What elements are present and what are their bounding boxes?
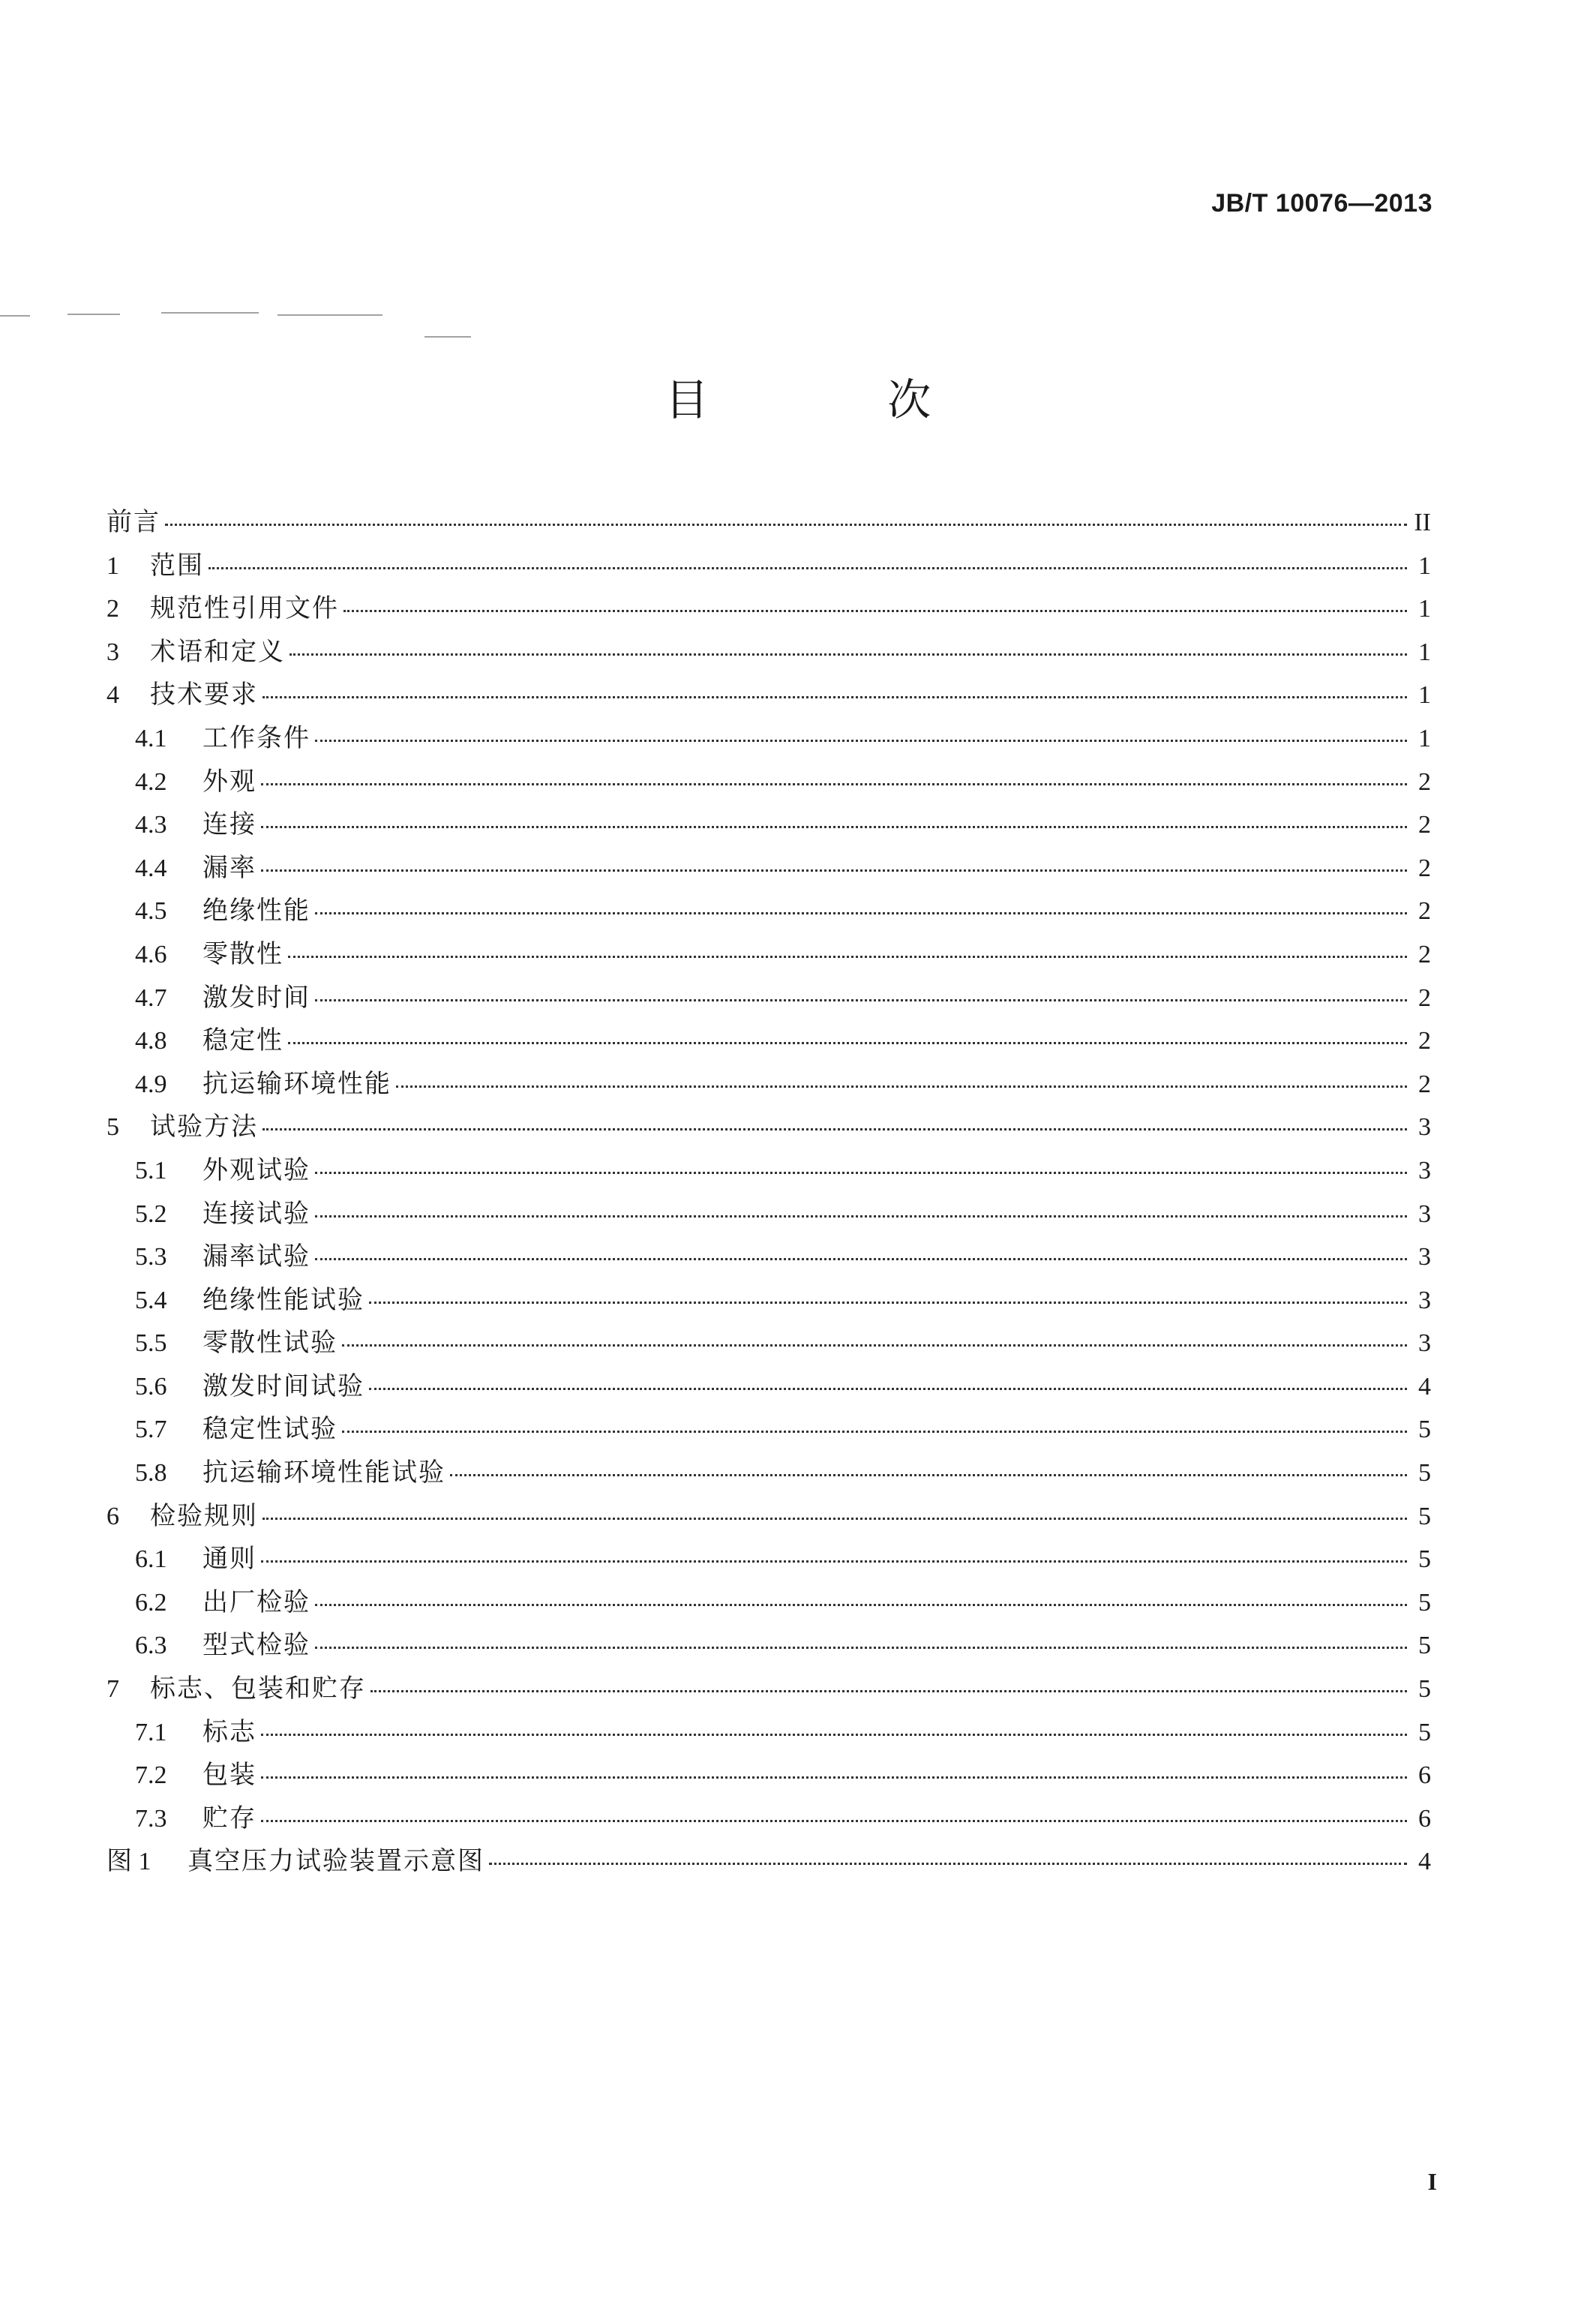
toc-entry-number: 5 <box>106 1113 119 1142</box>
toc-entry[interactable] <box>106 803 1431 847</box>
toc-entry-number: 5.3 <box>135 1243 167 1272</box>
toc-dot-leader <box>489 1863 1407 1865</box>
toc-dot-leader <box>288 1042 1407 1044</box>
toc-entry-page: 2 <box>1418 854 1431 882</box>
toc-dot-leader <box>261 869 1407 872</box>
toc-entry-number: 5.7 <box>135 1416 167 1444</box>
toc-entry-title: 包装 <box>202 1760 256 1791</box>
toc-entry-number: 4.5 <box>135 897 167 926</box>
toc-entry-number: 4.3 <box>135 811 167 839</box>
toc-entry[interactable] <box>106 1452 1431 1495</box>
toc-entry-page: 3 <box>1418 1156 1431 1185</box>
toc-entry-page: 2 <box>1418 983 1431 1012</box>
toc-entry-page: 1 <box>1418 595 1431 623</box>
toc-dot-leader <box>370 1690 1407 1692</box>
toc-entry-number: 5.8 <box>135 1459 167 1488</box>
page-number: I <box>1427 2168 1437 2195</box>
toc-entry-number: 6 <box>106 1502 119 1530</box>
toc-entry-title: 技术要求 <box>150 680 258 710</box>
toc-entry-title: 标志 <box>202 1716 256 1747</box>
toc-dot-leader <box>315 1647 1407 1649</box>
toc-entry-number: 4.9 <box>135 1070 167 1098</box>
toc-entry-number: 4.1 <box>135 724 167 752</box>
toc-entry[interactable] <box>106 847 1431 890</box>
toc-dot-leader <box>315 912 1407 914</box>
toc-dot-leader <box>315 1172 1407 1174</box>
toc-entry-page: 5 <box>1418 1588 1431 1617</box>
toc-entry-title: 型式检验 <box>202 1630 310 1661</box>
toc-dot-leader <box>450 1474 1407 1476</box>
toc-dot-leader <box>396 1085 1407 1088</box>
toc-entry[interactable] <box>106 890 1431 933</box>
toc-entry-page: 2 <box>1418 767 1431 796</box>
toc-entry-title: 贮存 <box>202 1803 256 1833</box>
toc-entry-title: 零散性 <box>202 938 284 969</box>
scan-artifact-line <box>161 312 259 314</box>
toc-dot-leader <box>208 567 1407 569</box>
toc-dot-leader <box>261 1560 1407 1563</box>
toc-entry-page: 3 <box>1418 1329 1431 1358</box>
toc-entry-page: 1 <box>1418 724 1431 752</box>
toc-entry-title: 零散性试验 <box>202 1328 338 1359</box>
toc-entry-title: 连接 <box>202 809 256 840</box>
toc-entry-title: 漏率 <box>202 852 256 883</box>
toc-entry[interactable] <box>106 1236 1431 1279</box>
toc-dot-leader <box>342 1344 1407 1347</box>
toc-entry-page: 3 <box>1418 1200 1431 1228</box>
toc-entry-title: 抗运输环境性能 <box>202 1068 392 1099</box>
toc-dot-leader <box>344 610 1407 612</box>
toc-entry-number: 5.2 <box>135 1200 167 1228</box>
toc-entry-number: 7.3 <box>135 1804 167 1833</box>
toc-entry-number: 7 <box>106 1675 119 1704</box>
toc-entry-title: 标志、包装和贮存 <box>150 1674 366 1704</box>
toc-dot-leader <box>262 1128 1407 1130</box>
toc-dot-leader <box>165 524 1407 526</box>
toc-entry-page: 5 <box>1418 1416 1431 1444</box>
toc-entry-title: 连接试验 <box>202 1198 310 1229</box>
toc-entry-page: 2 <box>1418 897 1431 926</box>
toc-dot-leader <box>261 1776 1407 1779</box>
toc-entry-title: 通则 <box>202 1544 256 1575</box>
toc-entry-title: 试验方法 <box>150 1112 258 1142</box>
toc-entry[interactable] <box>106 1754 1431 1797</box>
toc-entry[interactable] <box>106 1711 1431 1755</box>
toc-entry-number: 6.2 <box>135 1588 167 1617</box>
toc-entry-page: 2 <box>1418 940 1431 968</box>
toc-entry[interactable] <box>106 761 1431 804</box>
toc-entry-title: 真空压力试验装置示意图 <box>188 1846 484 1877</box>
toc-entry-number: 4.4 <box>135 854 167 882</box>
toc-entry[interactable] <box>106 1193 1431 1236</box>
toc-entry-title: 外观 <box>202 766 256 797</box>
toc-dot-leader <box>369 1302 1407 1304</box>
toc-entry[interactable] <box>106 674 1431 717</box>
toc-entry-title: 激发时间 <box>202 982 310 1013</box>
toc-entry-title: 抗运输环境性能试验 <box>202 1458 446 1488</box>
toc-entry[interactable] <box>106 501 1431 545</box>
toc-entry-title: 范围 <box>150 550 204 581</box>
toc-entry[interactable] <box>106 1322 1431 1365</box>
scan-artifact-line <box>0 315 30 317</box>
toc-entry-title: 检验规则 <box>150 1500 258 1531</box>
toc-entry-number: 图 1 <box>106 1848 152 1876</box>
toc-entry-title: 外观试验 <box>202 1154 310 1185</box>
toc-entry-number: 7.2 <box>135 1761 167 1790</box>
toc-entry[interactable] <box>106 631 1431 674</box>
toc-entry-page: 4 <box>1418 1372 1431 1401</box>
toc-entry-page: 3 <box>1418 1243 1431 1272</box>
toc-entry-title: 漏率试验 <box>202 1242 310 1272</box>
toc-entry-number: 4.7 <box>135 983 167 1012</box>
toc-dot-leader <box>262 696 1407 698</box>
toc-entry-page: 5 <box>1418 1718 1431 1746</box>
toc-entry-number: 6.3 <box>135 1632 167 1660</box>
toc-dot-leader <box>261 783 1407 785</box>
toc-entry[interactable] <box>106 977 1431 1020</box>
toc-dot-leader <box>315 1604 1407 1606</box>
toc-entry-title: 绝缘性能 <box>202 896 310 926</box>
scan-artifact-line <box>68 314 120 315</box>
toc-entry[interactable] <box>106 1668 1431 1711</box>
toc-entry-number: 5.5 <box>135 1329 167 1358</box>
toc-entry[interactable] <box>106 1538 1431 1581</box>
toc-entry-number: 4.8 <box>135 1027 167 1055</box>
toc-dot-leader <box>288 956 1407 958</box>
toc-entry-number: 5.6 <box>135 1372 167 1401</box>
toc-entry-title: 稳定性 <box>202 1025 284 1056</box>
toc-entry[interactable] <box>106 1019 1431 1063</box>
toc-entry-number: 2 <box>106 595 119 623</box>
toc-entry-title: 工作条件 <box>202 722 310 753</box>
toc-entry[interactable] <box>106 1063 1431 1106</box>
toc-entry-title: 前言 <box>106 507 160 537</box>
toc-entry-page: 1 <box>1418 638 1431 666</box>
toc-entry[interactable] <box>106 1495 1431 1539</box>
toc-entry[interactable] <box>106 1149 1431 1193</box>
toc-entry-title: 出厂检验 <box>202 1587 310 1617</box>
toc-entry-page: 5 <box>1418 1545 1431 1574</box>
scan-artifact-line <box>424 336 471 338</box>
toc-dot-leader <box>261 826 1407 828</box>
scan-artifact-line <box>278 314 382 316</box>
toc-dot-leader <box>261 1820 1407 1822</box>
toc-entry-page: 3 <box>1418 1286 1431 1314</box>
toc-entry-page: 1 <box>1418 681 1431 710</box>
toc-dot-leader <box>290 653 1407 656</box>
toc-entry-page: 4 <box>1418 1848 1431 1876</box>
toc-entry-page: 2 <box>1418 1027 1431 1055</box>
toc-entry-page: 5 <box>1418 1632 1431 1660</box>
toc-entry-number: 5.4 <box>135 1286 167 1314</box>
table-of-contents <box>106 501 1431 1884</box>
toc-entry-page: II <box>1414 509 1431 536</box>
toc-figure-entry[interactable] <box>106 1840 1431 1884</box>
toc-entry-page: 5 <box>1418 1459 1431 1488</box>
toc-entry[interactable] <box>106 1106 1431 1149</box>
toc-entry-page: 5 <box>1418 1675 1431 1704</box>
toc-entry-page: 6 <box>1418 1761 1431 1790</box>
toc-entry[interactable] <box>106 1408 1431 1452</box>
toc-entry[interactable] <box>106 545 1431 588</box>
toc-dot-leader <box>315 740 1407 742</box>
toc-entry[interactable] <box>106 1279 1431 1323</box>
toc-entry-page: 2 <box>1418 1070 1431 1098</box>
toc-entry[interactable] <box>106 1581 1431 1625</box>
toc-entry-title: 绝缘性能试验 <box>202 1284 364 1315</box>
toc-entry-page: 3 <box>1418 1113 1431 1142</box>
toc-dot-leader <box>315 999 1407 1001</box>
toc-entry-number: 5.1 <box>135 1156 167 1185</box>
toc-entry[interactable] <box>106 933 1431 977</box>
toc-entry-title: 术语和定义 <box>150 636 285 667</box>
toc-entry-title: 激发时间试验 <box>202 1371 364 1401</box>
toc-dot-leader <box>261 1734 1407 1736</box>
toc-entry[interactable] <box>106 1365 1431 1409</box>
toc-dot-leader <box>342 1431 1407 1433</box>
toc-entry[interactable] <box>106 1797 1431 1841</box>
toc-entry-number: 4.2 <box>135 767 167 796</box>
toc-entry[interactable] <box>106 717 1431 761</box>
toc-dot-leader <box>315 1258 1407 1260</box>
toc-dot-leader <box>262 1518 1407 1520</box>
toc-entry[interactable] <box>106 1624 1431 1668</box>
page-title: 目 次 <box>664 374 1014 425</box>
toc-entry-title: 稳定性试验 <box>202 1414 338 1445</box>
toc-entry-number: 1 <box>106 551 119 580</box>
toc-entry[interactable] <box>106 587 1431 631</box>
toc-entry-number: 4.6 <box>135 940 167 968</box>
toc-entry-number: 7.1 <box>135 1718 167 1746</box>
toc-dot-leader <box>369 1388 1407 1390</box>
toc-entry-page: 2 <box>1418 811 1431 839</box>
standard-number: JB/T 10076—2013 <box>1211 189 1432 218</box>
toc-entry-page: 1 <box>1418 551 1431 580</box>
toc-entry-number: 3 <box>106 638 119 666</box>
toc-entry-number: 6.1 <box>135 1545 167 1574</box>
toc-entry-number: 4 <box>106 681 119 710</box>
toc-entry-page: 5 <box>1418 1502 1431 1530</box>
toc-dot-leader <box>315 1215 1407 1218</box>
toc-entry-page: 6 <box>1418 1804 1431 1833</box>
toc-entry-title: 规范性引用文件 <box>150 593 339 624</box>
